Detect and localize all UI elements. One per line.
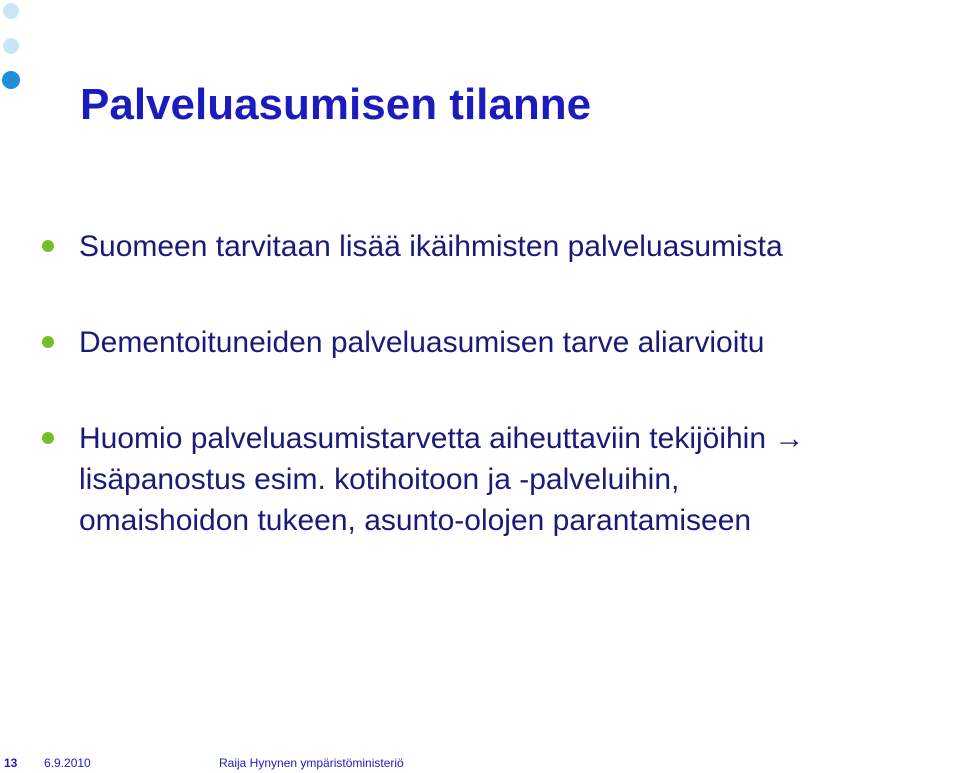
- slide-footer: [0, 755, 960, 773]
- bullet-text-line: Huomio palveluasumistarvetta aiheuttaviin tekijöihin →: [79, 422, 805, 455]
- bullet-text-line: omaishoidon tukeen, asunto-olojen parantamiseen: [79, 504, 752, 537]
- bullet-text: [79, 322, 959, 363]
- bullet-text-line: Dementoituneiden palveluasumisen tarve aliarvioitu: [79, 326, 765, 359]
- footer-date: 6.9.2010: [44, 756, 91, 770]
- bullet-text-line: Suomeen tarvitaan lisää ikäihmisten palveluasumista: [79, 230, 783, 263]
- bullet-dot-icon: [42, 240, 54, 252]
- bullet-dot-icon: [42, 336, 54, 348]
- bullet-text: [79, 418, 959, 541]
- bullet-text: [79, 226, 959, 267]
- bullet-text-line: lisäpanostus esim. kotihoitoon ja -palveluihin,: [79, 463, 680, 496]
- footer-author: Raija Hynynen ympäristöministeriö: [219, 756, 404, 770]
- page-number: 13: [4, 756, 18, 770]
- bullet-dot-icon: [42, 432, 54, 444]
- slide-title: Palveluasumisen tilanne: [80, 80, 592, 129]
